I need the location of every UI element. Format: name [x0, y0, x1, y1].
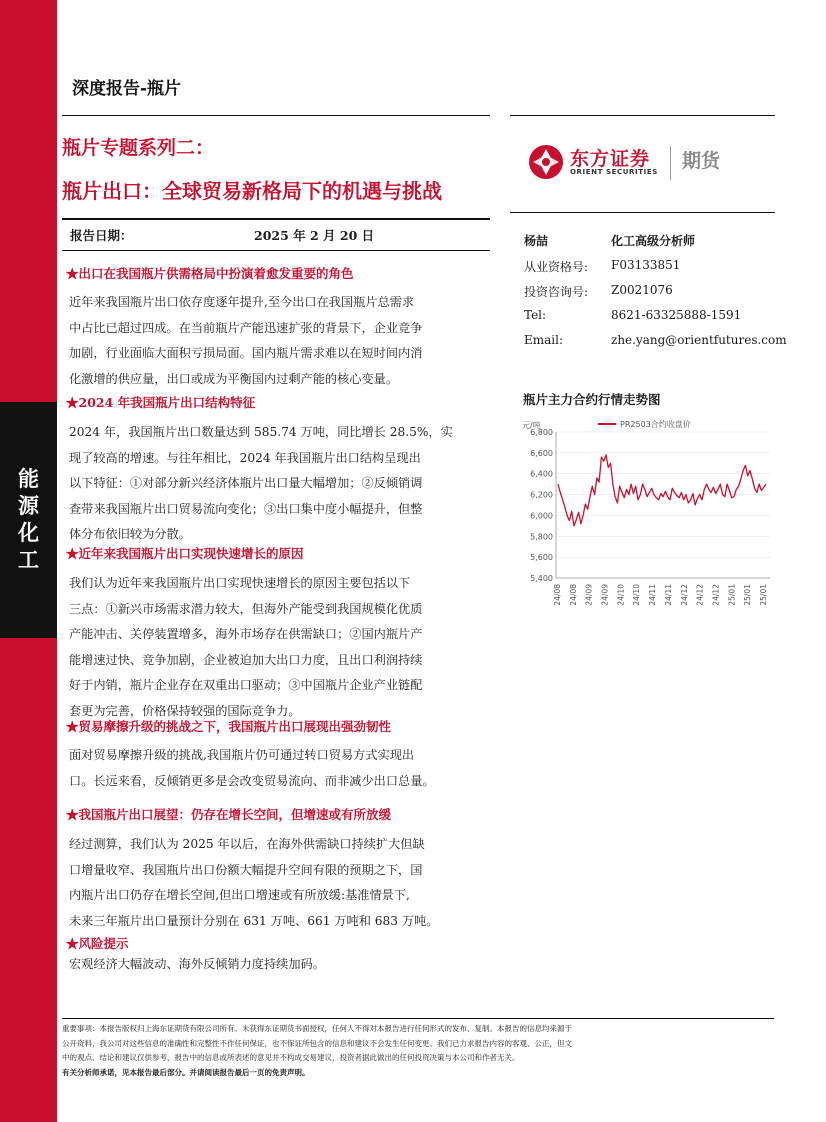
text-line: 体分布依旧较为分散。 — [69, 527, 191, 541]
x-tick-label: 24/12 — [695, 584, 705, 606]
text-line: 现了较高的增速。与往年相比，2024 年我国瓶片出口结构呈现出 — [69, 450, 421, 465]
price-chart — [520, 410, 775, 620]
section-heading: ★出口在我国瓶片供需格局中扮演着愈发重要的角色 — [66, 266, 354, 281]
text-line: 查带来我国瓶片出口贸易流向变化；③出口集中度小幅提升，但整 — [69, 501, 423, 516]
report-date-row — [62, 218, 490, 251]
sidebar-char: 源 — [18, 494, 39, 518]
text-line: 以下特征：①对部分新兴经济体瓶片出口量大幅增加；②反倾销调 — [69, 476, 423, 490]
section-heading: ★我国瓶片出口展望：仍存在增长空间，但增速或有所放缓 — [66, 807, 392, 822]
text-line: 我们认为近年来我国瓶片出口实现快速增长的原因主要包括以下 — [69, 576, 411, 590]
text-line: 套更为完善，价格保持较强的国际竞争力。 — [69, 703, 301, 718]
section-paragraph — [69, 743, 489, 794]
disclaimer-line: 中的观点、结论和建议仅供参考，报告中的信息或所表述的意见并不构成交易建议，投资者据此做出的任何投资决策与本公司和作者无关。 — [62, 1053, 520, 1062]
logo-name-en: ORIENT SECURITIES — [570, 168, 658, 176]
sidebar-category — [0, 402, 57, 638]
y-tick-label: 5,400 — [530, 574, 553, 583]
doc-type: 深度报告-瓶片 — [72, 79, 182, 99]
report-date-value: 2025 年 2 月 20 日 — [254, 228, 375, 243]
analyst-row-value: F03133851 — [611, 258, 681, 272]
x-tick-label: 24/09 — [584, 584, 594, 606]
logo-mark-icon — [528, 144, 564, 180]
text-line: 近年来我国瓶片出口依存度逐年提升,至今出口在我国瓶片总需求 — [69, 295, 415, 309]
text-line: 三点：①新兴市场需求潜力较大，但海外产能受到我国规模化优质 — [69, 601, 423, 616]
sidebar-char: 工 — [18, 548, 39, 572]
analyst-row-label: 投资咨询号: — [524, 285, 589, 299]
text-line: 未来三年瓶片出口量预计分别在 631 万吨、661 万吨和 683 万吨。 — [69, 913, 439, 928]
chart-title: 瓶片主力合约行情走势图 — [523, 392, 661, 407]
section-paragraph — [69, 571, 489, 724]
text-line: 加剧，行业面临大面积亏损局面。国内瓶片需求难以在短时间内消 — [69, 346, 423, 360]
x-tick-label: 24/09 — [600, 584, 610, 606]
text-line: 2024 年，我国瓶片出口数量达到 585.74 万吨，同比增长 28.5%，实 — [69, 425, 453, 439]
section-paragraph — [69, 290, 489, 392]
section-heading: ★2024 年我国瓶片出口结构特征 — [66, 395, 256, 410]
section-heading: ★风险提示 — [66, 936, 129, 951]
disclaimer-footer — [62, 1018, 774, 1080]
x-tick-label: 24/11 — [663, 584, 673, 606]
header-rule-right — [510, 115, 775, 116]
series-title: 瓶片专题系列二： — [62, 137, 215, 159]
analyst-row-label: 从业资格号: — [524, 260, 589, 274]
logo-divider — [670, 146, 671, 180]
x-tick-label: 24/12 — [679, 584, 689, 606]
y-axis-unit: 元/吨 — [522, 421, 541, 430]
text-line: 面对贸易摩擦升级的挑战,我国瓶片仍可通过转口贸易方式实现出 — [69, 748, 415, 762]
y-tick-label: 6,600 — [530, 448, 553, 458]
logo-futures: 期货 — [682, 150, 721, 172]
text-line: 经过测算，我们认为 2025 年以后，在海外供需缺口持续扩大但缺 — [69, 837, 425, 851]
page-title: 瓶片出口：全球贸易新格局下的机遇与挑战 — [62, 179, 442, 203]
text-line: 好于内销，瓶片企业存在双重出口驱动；③中国瓶片企业产业链配 — [69, 678, 423, 692]
y-tick-label: 6,200 — [530, 490, 553, 500]
report-date-label: 报告日期： — [70, 228, 133, 243]
section-paragraph — [69, 420, 489, 548]
logo-rule — [510, 212, 775, 213]
company-logo — [528, 142, 768, 186]
y-tick-label: 6,000 — [530, 511, 553, 521]
text-line: 产能冲击、关停装置增多，海外市场存在供需缺口；②国内瓶片产 — [69, 627, 423, 641]
section-heading: ★贸易摩擦升级的挑战之下，我国瓶片出口展现出强劲韧性 — [66, 719, 392, 734]
section-paragraph — [69, 832, 489, 934]
sidebar-char: 能 — [18, 467, 39, 491]
text-line: 能增速过快、竞争加剧，企业被迫加大出口力度，且出口利润持续 — [69, 652, 423, 667]
x-tick-label: 25/01 — [743, 584, 753, 606]
y-tick-label: 6,800 — [530, 428, 553, 437]
x-tick-label: 24/08 — [553, 584, 562, 606]
sidebar-char: 化 — [18, 521, 39, 545]
x-tick-label: 24/08 — [568, 584, 578, 606]
section-paragraph — [69, 952, 489, 978]
text-line: 化激增的供应量，出口或成为平衡国内过剩产能的核心变量。 — [69, 371, 399, 386]
analyst-row-value: Z0021076 — [611, 283, 673, 297]
sidebar-top-band — [0, 0, 57, 402]
text-line: 口。长远来看，反倾销更多是会改变贸易流向、而非减少出口总量。 — [69, 773, 435, 788]
analyst-row-value: 8621-63325888-1591 — [611, 308, 742, 322]
x-tick-label: 24/10 — [632, 584, 642, 606]
legend-label: PR2503合约收盘价 — [620, 420, 691, 429]
sidebar-bottom-band — [0, 638, 57, 1122]
analyst-row-label: Email: — [524, 333, 564, 347]
x-tick-label: 24/11 — [648, 584, 658, 606]
text-line: 中占比已超过四成。在当前瓶片产能迅速扩张的背景下，企业竞争 — [69, 320, 423, 335]
text-line: 口增量收窄、我国瓶片出口份额大幅提升空间有限的预期之下，国 — [69, 862, 423, 877]
text-line: 内瓶片出口仍存在增长空间,但出口增速或有所放缓:基准情景下, — [69, 888, 410, 902]
disclaimer-line: 公开资料，我公司对这些信息的准确性和完整性不作任何保证，也不保证所包含的信息和建议不会发生任何变更。我们已力求报告内容的客观、公正，但文 — [62, 1038, 572, 1048]
y-tick-label: 5,800 — [530, 532, 553, 542]
x-tick-label: 25/01 — [727, 584, 737, 606]
y-tick-label: 6,400 — [530, 469, 553, 479]
x-tick-label: 25/01 — [759, 584, 768, 606]
text-line: 宏观经济大幅波动、海外反倾销力度持续加码。 — [69, 957, 325, 971]
analyst-name: 杨喆 — [524, 234, 549, 248]
x-tick-label: 24/10 — [616, 584, 626, 606]
section-heading: ★近年来我国瓶片出口实现快速增长的原因 — [66, 546, 304, 561]
analyst-email[interactable]: zhe.yang@orientfutures.com — [611, 333, 787, 347]
x-tick-label: 24/12 — [711, 584, 721, 606]
analyst-commitment-note: 有关分析师承诺，见本报告最后部分。并请阅读报告最后一页的免责声明。 — [62, 1067, 310, 1077]
analyst-title: 化工高级分析师 — [611, 234, 696, 248]
header-rule-left — [62, 115, 490, 116]
y-tick-label: 5,600 — [530, 553, 553, 563]
logo-name-cn: 东方证券 — [570, 148, 651, 170]
disclaimer-line: 重要事项：本报告版权归上海东证期货有限公司所有。未获得东证期货书面授权，任何人不得对本报告进行任何形式的发布、复制。本报告的信息均来源于 — [62, 1024, 572, 1033]
analyst-row-label: Tel: — [524, 308, 547, 322]
